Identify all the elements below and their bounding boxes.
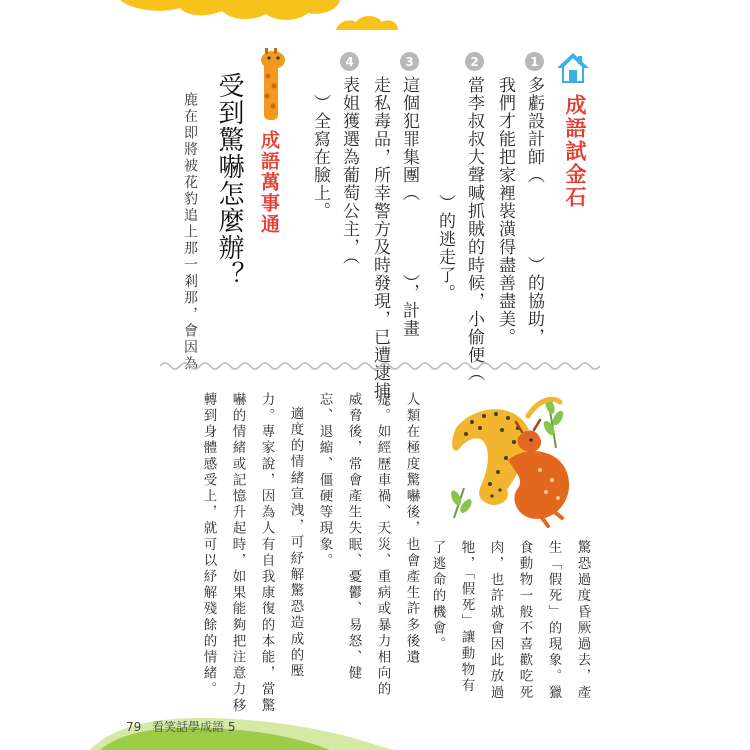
body-main-line: 嚇的情緒或記憶升起時，如果能夠把注意力移 [229, 392, 246, 714]
question-3-line-2: 走私毒品，所幸警方及時發現，已遭逮捕。 [370, 76, 390, 418]
question-number-2: 2 [465, 52, 484, 71]
question-2-line-1: 當李叔叔大聲喊抓賊的時候，小偷便（ [464, 76, 484, 382]
leopard-deer-illustration [436, 388, 586, 538]
question-number-3: 3 [400, 52, 419, 71]
body-main-line: 威脅後，常會產生失眠、憂鬱、易怒、健 [345, 392, 362, 682]
question-2-line-2: ）的逃走了。 [435, 194, 455, 302]
body-main-line: 轉到身體感受上，就可以紓解殘餘的情緒。 [200, 392, 217, 698]
story-section-title: 成語萬事通 [258, 130, 280, 235]
question-4-line-1: 表姐獲選為葡萄公主，（ [339, 76, 359, 266]
wavy-divider [160, 360, 600, 372]
question-number-1: 1 [525, 52, 544, 71]
body-main-line: 適度的情緒宣洩，可紓解驚恐造成的壓 [287, 406, 304, 680]
top-cloud-decoration [0, 0, 750, 40]
giraffe-illustration [252, 48, 290, 120]
question-4-line-2: ）全寫在臉上。 [310, 94, 330, 220]
quiz-title: 成語試金石 [563, 94, 587, 209]
page-number: 79 [126, 720, 142, 734]
question-number-4: 4 [340, 52, 359, 71]
body-main-line: 力。專家說，因為人有自我康復的本能，當驚 [258, 392, 275, 714]
story-text-line-1: 鹿在即將被花豹追上那一剎那，會因為 [182, 92, 198, 373]
body-right-line: 食動物一般不喜歡吃死 [516, 540, 533, 701]
question-3-line-1: 這個犯罪集團（ ），計畫 [399, 76, 419, 338]
body-main-line: 人類在極度驚嚇後，也會產生許多後遺 [403, 392, 420, 666]
question-1-line-1: 多虧設計師（ ）的協助， [524, 76, 544, 346]
body-right-line: 生「假死」的現象。獵 [545, 540, 562, 701]
book-title: 看笑話學成語 5 [152, 720, 236, 734]
body-right-line: 了逃命的機會。 [429, 540, 446, 653]
house-icon [555, 50, 591, 86]
body-right-line: 肉，也許就會因此放過 [487, 540, 504, 701]
body-right-line: 牠，「假死」讓動物有 [458, 540, 475, 695]
story-question: 受到驚嚇怎麼辦？ [214, 72, 244, 288]
grass-footer-decoration [0, 688, 750, 750]
question-1-line-2: 我們才能把家裡裝潢得盡善盡美。 [495, 76, 515, 346]
body-main-line: 忘、退縮、僵硬等現象。 [316, 392, 333, 570]
body-main-line: 症。如經歷車禍、天災、重病或暴力相向的 [374, 392, 391, 698]
body-right-line: 驚恐過度昏厥過去，產 [574, 540, 591, 701]
